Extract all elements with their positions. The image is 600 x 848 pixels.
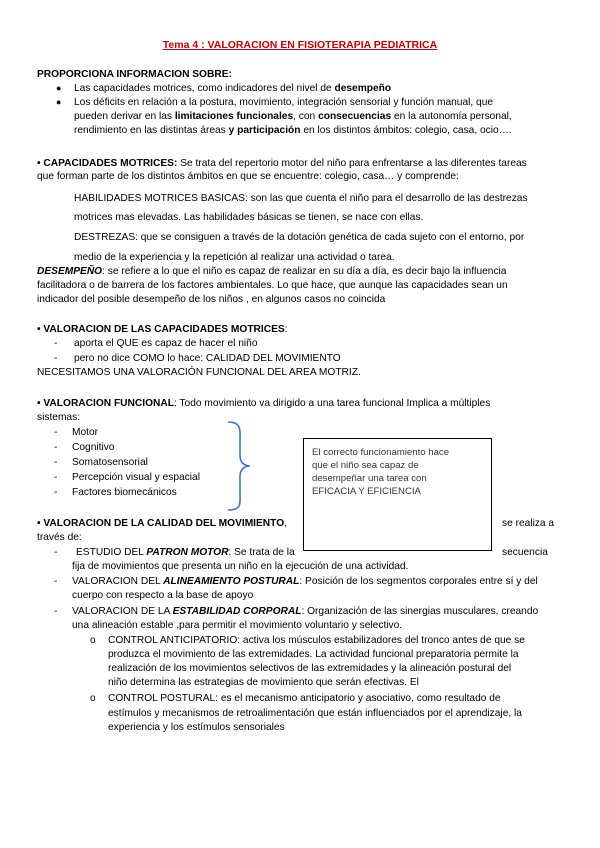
- dash: -: [54, 353, 58, 364]
- alineamiento-line-1: VALORACION DEL ALINEAMIENTO POSTURAL: Posición de los segmentos corporales entre sí y del: [72, 576, 538, 587]
- desempeno-line-1: DESEMPEÑO: se refiere a lo que el niño es capaz de realizar en su día a día, es decir bajo la influencia: [37, 266, 507, 277]
- control-anticipatorio-line-2: produzca el movimiento de las extremidades. La actividad funcional preparatoria permite la: [108, 649, 519, 660]
- callout-line: El correcto funcionamiento hace: [312, 447, 450, 458]
- valcap-item-1: aporta el QUE es capaz de hacer el niño: [74, 338, 258, 349]
- circle-bullet: o: [90, 693, 96, 704]
- capacidades-line-1: • CAPACIDADES MOTRICES: Se trata del repertorio motor del niño para enfrentarse a las diferentes tareas: [37, 158, 527, 169]
- estabilidad-line-2: una alineación estable ,para permitir el movimiento voluntario y selectivo.: [72, 620, 403, 631]
- calidad-heading-end: se realiza a: [502, 518, 555, 529]
- valcap-item-2: pero no dice COMO lo hace: CALIDAD DEL MOVIMIENTO: [74, 353, 341, 364]
- valfun-item: Cognitivo: [72, 442, 115, 453]
- patron-motor-line-1: ESTUDIO DEL PATRON MOTOR: Se trata de la: [76, 547, 295, 558]
- desempeno-line-3: indicador del posible desempeño de los niños , en algunos casos no coincida: [37, 294, 386, 305]
- alineamiento-line-2: cuerpo con respecto a la base de apoyo: [72, 590, 254, 601]
- estabilidad-line-1: VALORACION DE LA ESTABILIDAD CORPORAL: Organización de las sinergias musculares, creando: [72, 606, 539, 617]
- proporciona-item-2-line-3: rendimiento en las distintas áreas y participación en los distintos ámbitos: colegio, casa, ocio….: [74, 125, 512, 136]
- control-anticipatorio-line-1: CONTROL ANTICIPATORIO: activa los músculos estabilizadores del tronco antes de que se: [108, 635, 525, 646]
- calidad-line-2: través de:: [37, 532, 82, 543]
- valfun-line-1: • VALORACION FUNCIONAL: Todo movimiento va dirigido a una tarea funcional Implica a múltiples: [37, 398, 491, 409]
- valfun-item: Percepción visual y espacial: [72, 472, 200, 483]
- proporciona-item-2-line-1: Los déficits en relación a la postura, movimiento, integración sensorial y función manual, que: [74, 97, 494, 108]
- calidad-heading: • VALORACION DE LA CALIDAD DEL MOVIMIENTO,: [37, 518, 287, 529]
- dash: -: [54, 606, 58, 617]
- proporciona-item-2-line-2: pueden derivar en las limitaciones funcionales, con consecuencias en la autonomía personal,: [74, 111, 512, 122]
- capacidades-line-2: que forman parte de los distintos ámbitos en que se encuentre: colegio, casa… y comprende:: [37, 171, 459, 182]
- callout-line: que el niño sea capaz de: [312, 460, 419, 471]
- proporciona-heading: PROPORCIONA INFORMACION SOBRE:: [37, 69, 232, 80]
- valfun-item: Factores biomecánicos: [72, 487, 177, 498]
- bullet-dot: ●: [56, 97, 62, 107]
- dash: -: [54, 472, 58, 483]
- curly-brace-icon: [222, 420, 252, 512]
- callout-line: EFICACIA Y EFICIENCIA: [312, 486, 421, 497]
- valfun-item: Motor: [72, 427, 99, 438]
- callout-line: desempeñar una tarea con: [312, 473, 427, 484]
- control-postural-line-3: experiencia y los estímulos sensoriales: [108, 722, 285, 733]
- dash: -: [54, 442, 58, 453]
- dash: -: [54, 427, 58, 438]
- circle-bullet: o: [90, 635, 96, 646]
- patron-motor-line-2: fija de movimientos que presenta un niño en la ejecución de una actividad.: [72, 561, 409, 572]
- dash: -: [54, 457, 58, 468]
- destrezas-line-1: DESTREZAS: que se consiguen a través de la dotación genética de cada sujeto con el entorno, por: [74, 232, 525, 243]
- control-postural-line-1: CONTROL POSTURAL: es el mecanismo anticipatorio y asociativo, como resultado de: [108, 693, 501, 704]
- desempeno-line-2: facilitadora o de barrera de los factores ambientales. Lo que hace, que aunque las capacidades sean un: [37, 280, 508, 291]
- habilidades-line-1: HABILIDADES MOTRICES BASICAS: son las que cuenta el niño para el desarrollo de las destrezas: [74, 193, 528, 204]
- valfun-item: Somatosensorial: [72, 457, 148, 468]
- habilidades-line-2: motrices mas elevadas. Las habilidades básicas se tienen, se nace con ellas.: [74, 212, 424, 223]
- control-postural-line-2: estímulos y mecanismos de retroalimentación que están influenciados por el aprendizaje, la: [108, 708, 522, 719]
- proporciona-item-1: Las capacidades motrices, como indicadores del nivel de desempeño: [74, 83, 392, 94]
- valcap-heading: • VALORACION DE LAS CAPACIDADES MOTRICES:: [37, 324, 288, 335]
- bullet-dot: ●: [56, 83, 62, 93]
- valcap-necesitamos: NECESITAMOS UNA VALORACIÓN FUNCIONAL DEL AREA MOTRIZ.: [37, 367, 361, 378]
- destrezas-line-2: medio de la experiencia y la repetición al realizar una actividad o tarea.: [74, 252, 395, 263]
- valfun-line-2: sistemas:: [37, 412, 81, 423]
- dash: -: [54, 576, 58, 587]
- dash: -: [54, 487, 58, 498]
- dash: -: [54, 338, 58, 349]
- control-anticipatorio-line-3: realización de los movimientos selectivos de las extremidades y la alineación postural del: [108, 663, 512, 674]
- callout-box: [303, 438, 492, 551]
- page-title: Tema 4 : VALORACION EN FISIOTERAPIA PEDIATRICA: [162, 39, 438, 51]
- dash: -: [54, 547, 58, 558]
- patron-motor-secuencia: secuencia: [502, 547, 548, 558]
- control-anticipatorio-line-4: niño determina las estrategias de movimiento que serán efectivas. El: [108, 677, 419, 688]
